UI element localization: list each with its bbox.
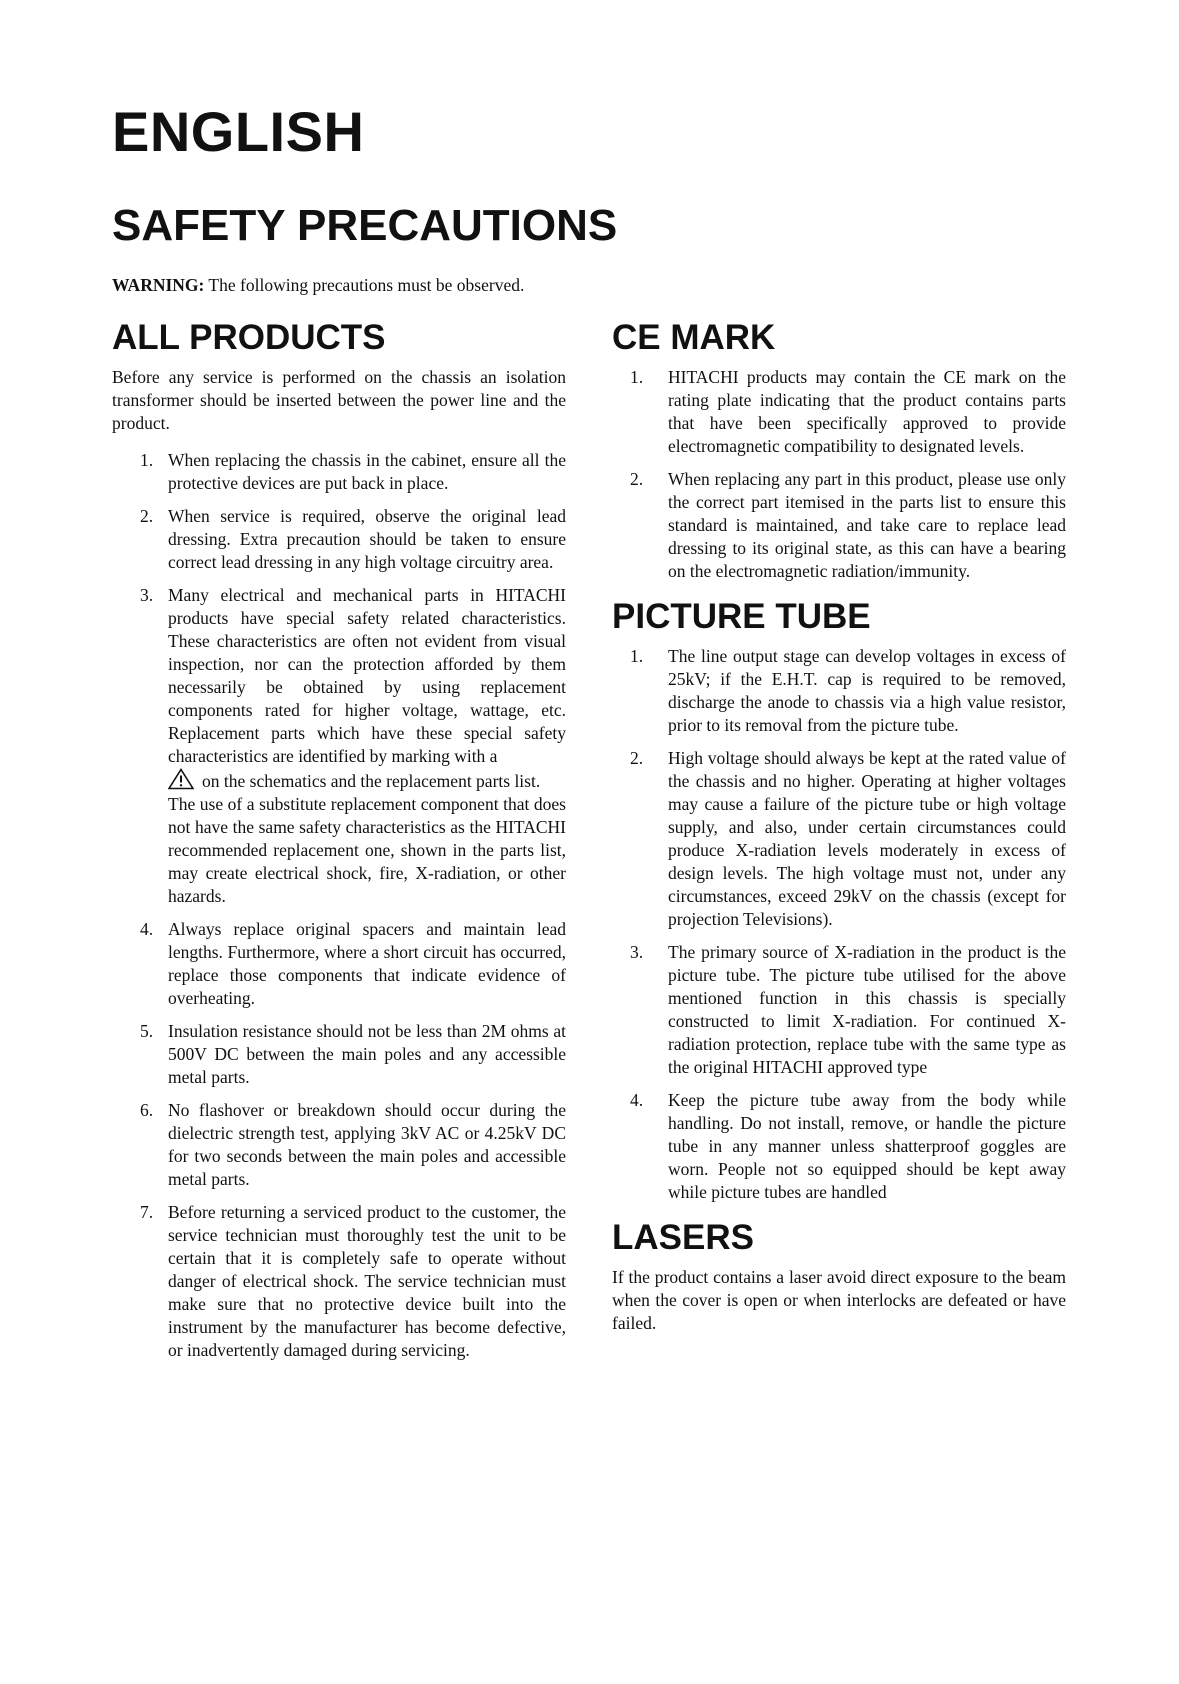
list-item: [112, 1201, 566, 1362]
list-number: 4.: [630, 1090, 644, 1110]
list-item: [112, 449, 566, 495]
picture-tube-section: [612, 597, 1066, 1204]
list-item: [112, 505, 566, 574]
picture-tube-list: [612, 645, 1066, 1204]
list-item-text: When replacing the chassis in the cabinet, ensure all the protective devices are put back in place.: [168, 450, 566, 493]
ce-mark-list: [612, 366, 1066, 583]
lasers-heading: LASERS: [612, 1218, 754, 1257]
lasers-text: If the product contains a laser avoid direct exposure to the beam when the cover is open or when interlocks are defeated or have failed.: [612, 1267, 1066, 1333]
list-number: 2.: [630, 748, 644, 768]
list-item: [112, 918, 566, 1010]
lasers-section: [612, 1218, 1066, 1335]
list-item: [612, 468, 1066, 583]
list-item: [112, 584, 566, 908]
list-item-text: The line output stage can develop voltages in excess of 25kV; if the E.H.T. cap is required to be removed, discharge the anode to chassis via a high value resistor, prior to its removal from the picture tube.: [668, 646, 1066, 735]
list-item-text: When service is required, observe the original lead dressing. Extra precaution should be taken to ensure correct lead dressing in any high voltage circuitry area.: [168, 506, 566, 572]
left-column: [112, 318, 566, 1372]
list-item: [112, 1099, 566, 1191]
list-number: 7.: [140, 1202, 154, 1222]
right-column: [612, 318, 1066, 1349]
list-number: 1.: [630, 646, 644, 666]
list-item: [612, 645, 1066, 737]
list-number: 4.: [140, 919, 154, 939]
list-item: [112, 1020, 566, 1089]
list-number: 3.: [140, 585, 154, 605]
all-products-heading: ALL PRODUCTS: [112, 318, 386, 357]
list-item-text: High voltage should always be kept at the rated value of the chassis and no higher. Operating at higher voltages may cause a failure of the picture tube or high voltage supply, and also, under certain circumstances could produce X-radiation levels moderately in excess of design levels. The high voltage must not, under any circumstances, exceed 29kV on the chassis (except for projection Televisions).: [668, 748, 1066, 929]
list-number: 1.: [630, 367, 644, 387]
list-number: 3.: [630, 942, 644, 962]
warning-label: WARNING:: [112, 275, 205, 295]
list-number: 2.: [630, 469, 644, 489]
list-number: 1.: [140, 450, 154, 470]
list-number: 2.: [140, 506, 154, 526]
all-products-intro: Before any service is performed on the chassis an isolation transformer should be inserted between the power line and the product.: [112, 367, 566, 433]
list-item: [612, 747, 1066, 931]
list-item-text: Insulation resistance should not be less than 2M ohms at 500V DC between the main poles and any accessible metal parts.: [168, 1021, 566, 1087]
list-item-text: The primary source of X-radiation in the product is the picture tube. The picture tube utilised for the above mentioned function in this chassis is specially constructed to limit X-radiation. For continued X-radiation protection, replace tube with the same type as the original HITACHI approved type: [668, 942, 1066, 1077]
all-products-section: [112, 318, 566, 1362]
all-products-list: [112, 449, 566, 1362]
list-number: 6.: [140, 1100, 154, 1120]
list-item-text: When replacing any part in this product, please use only the correct part itemised in the parts list to ensure this standard is maintained, and take care to replace lead dressing to its original state, as this can have a bearing on the electromagnetic radiation/immunity.: [668, 469, 1066, 581]
page-title: SAFETY PRECAUTIONS: [112, 201, 618, 250]
warning-text: The following precautions must be observed.: [204, 275, 525, 295]
picture-tube-heading: PICTURE TUBE: [612, 597, 871, 636]
list-item-text: Before returning a serviced product to the customer, the service technician must thoroughly test the unit to be certain that it is completely safe to operate without danger of electrical shock. The service technician must make sure that no protective device built into the instrument by the manufacturer has become defective, or inadvertently damaged during servicing.: [168, 1202, 566, 1360]
list-item: [612, 941, 1066, 1079]
list-item-text: HITACHI products may contain the CE mark on the rating plate indicating that the product contains parts that have been specifically approved to provide electromagnetic compatibility to designated levels.: [668, 367, 1066, 456]
ce-mark-section: [612, 318, 1066, 583]
warning-line: [112, 274, 524, 296]
list-item-text-after-icon: on the schematics and the replacement parts list.: [202, 771, 541, 791]
list-item-text: Many electrical and mechanical parts in HITACHI products have special safety related characteristics. These characteristics are often not evident from visual inspection, nor can the protection afforded by them necessarily be obtained by using replacement components rated for higher voltage, wattage, etc. Replacement parts which have these special safety characteristics are identified by marking with a: [168, 585, 566, 766]
list-item-text-continued: The use of a substitute replacement component that does not have the same safety characteristics as the HITACHI recommended replacement one, shown in the parts list, may create electrical shock, fire, X-radiation, or other hazards.: [168, 794, 566, 906]
list-item: [612, 1089, 1066, 1204]
list-item-text: No flashover or breakdown should occur during the dielectric strength test, applying 3kV AC or 4.25kV DC for two seconds between the main poles and accessible metal parts.: [168, 1100, 566, 1189]
warning-triangle-icon: [168, 768, 194, 790]
list-number: 5.: [140, 1021, 154, 1041]
list-item: [612, 366, 1066, 458]
language-heading: ENGLISH: [112, 100, 365, 163]
ce-mark-heading: CE MARK: [612, 318, 776, 357]
list-item-text: Keep the picture tube away from the body while handling. Do not install, remove, or handle the picture tube in any manner unless shatterproof goggles are worn. People not so equipped should be kept away while picture tubes are handled: [668, 1090, 1066, 1202]
list-item-text: Always replace original spacers and maintain lead lengths. Furthermore, where a short circuit has occurred, replace those components that indicate evidence of overheating.: [168, 919, 566, 1008]
